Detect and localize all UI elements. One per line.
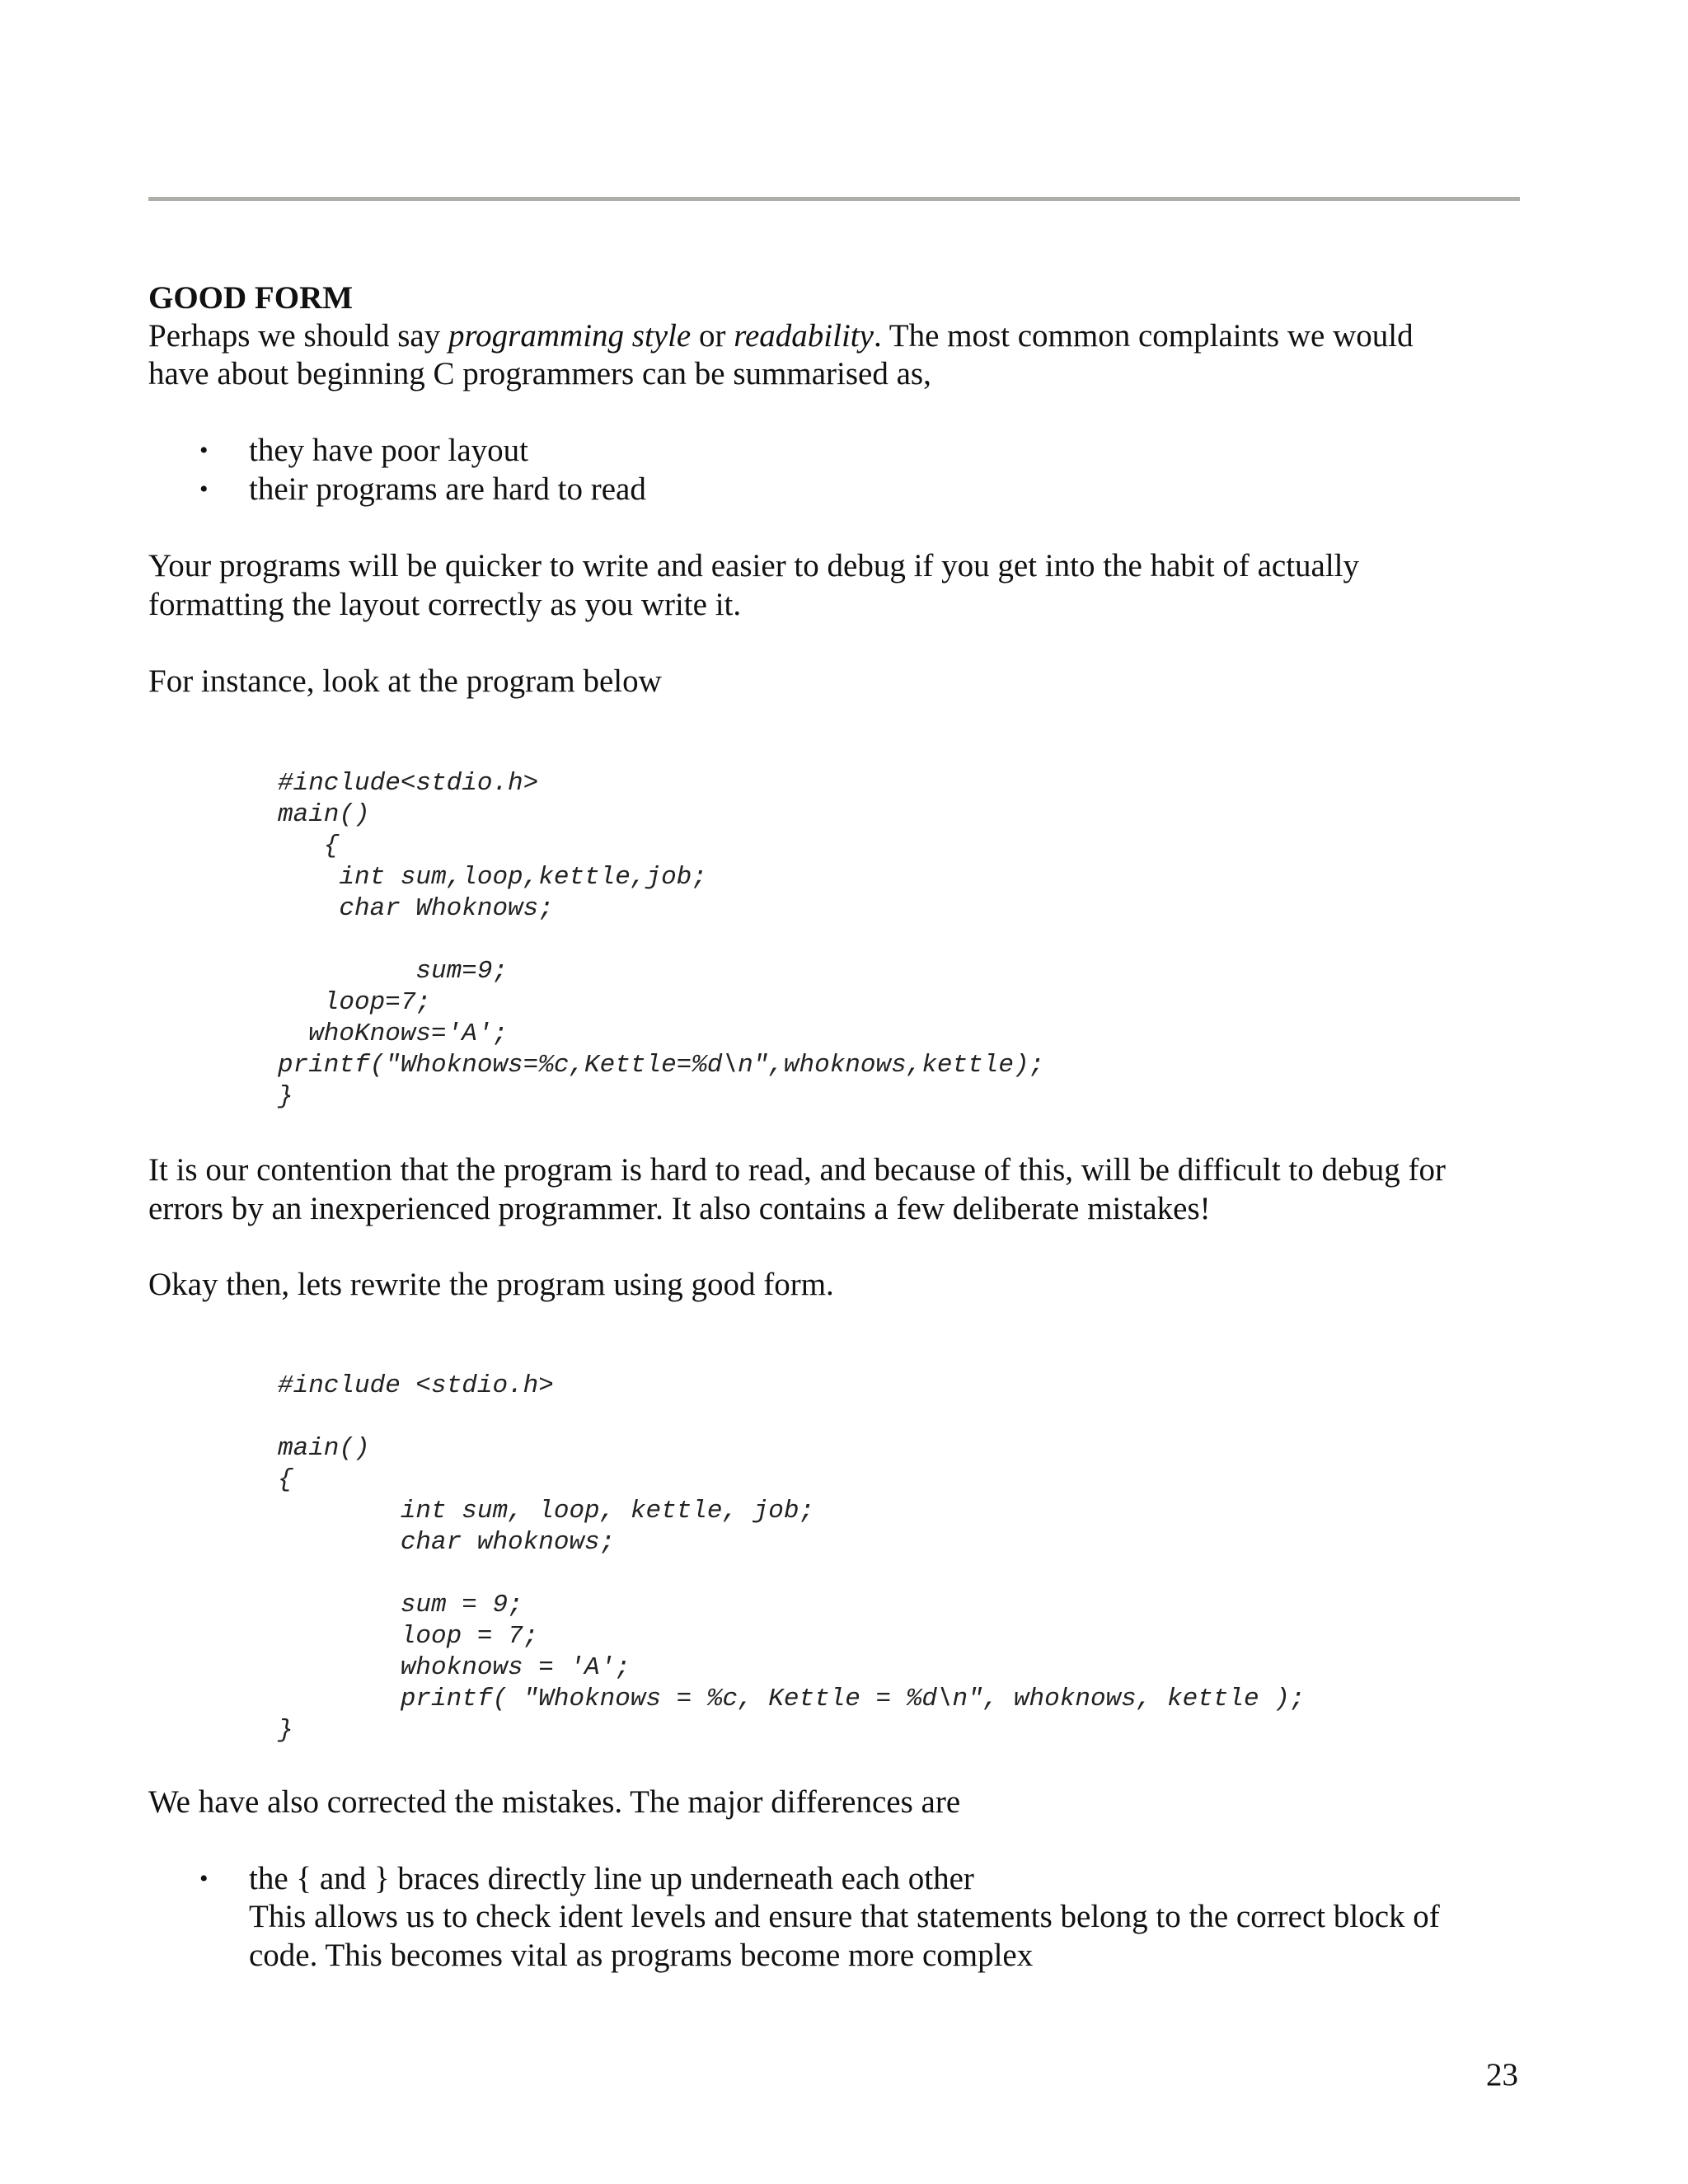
intro-line-2: have about beginning C programmers can be summarised as, [148, 356, 931, 391]
code-line: whoKnows='A'; [278, 1019, 509, 1048]
code-line: sum=9; [278, 957, 509, 986]
section-heading: GOOD FORM [148, 280, 354, 316]
bullet-icon: • [199, 1865, 209, 1892]
code-line: } [278, 1716, 293, 1745]
code-line: sum = 9; [278, 1591, 523, 1619]
code-line: printf( "Whoknows = %c, Kettle = %d\n", whoknows, kettle ); [278, 1685, 1306, 1713]
code-line: int sum,loop,kettle,job; [278, 863, 707, 892]
contention-line-2: errors by an inexperienced programmer. It also contains a few deliberate mistakes! [148, 1191, 1211, 1226]
code-line: } [278, 1082, 293, 1111]
code-line: loop=7; [278, 988, 432, 1017]
code-line: main() [278, 1434, 370, 1463]
code-line: #include <stdio.h> [278, 1371, 554, 1400]
instance-paragraph: For instance, look at the program below [148, 663, 662, 699]
code-line: printf("Whoknows=%c,Kettle=%d\n",whoknows,kettle); [278, 1051, 1045, 1080]
code-line: loop = 7; [278, 1622, 539, 1651]
code-line: { [278, 832, 340, 860]
code-line: main() [278, 800, 370, 829]
good-code-block [278, 1371, 1305, 1746]
habit-line-2: formatting the layout correctly as you write it. [148, 587, 742, 622]
code-line: #include<stdio.h> [278, 769, 539, 798]
code-line: int sum, loop, kettle, job; [278, 1497, 815, 1526]
bullet-icon: • [199, 437, 209, 464]
corrected-paragraph: We have also corrected the mistakes. The major differences are [148, 1784, 961, 1820]
rewrite-paragraph: Okay then, lets rewrite the program using good form. [148, 1267, 834, 1302]
contention-line-1: It is our contention that the program is hard to read, and because of this, will be difficult to debug for [148, 1152, 1447, 1188]
header-rule [148, 197, 1520, 201]
code-line: whoknows = 'A'; [278, 1653, 631, 1682]
code-line: char whoknows; [278, 1528, 616, 1557]
habit-line-1: Your programs will be quicker to write and easier to debug if you get into the habit of actually [148, 548, 1360, 583]
intro-line-1: Perhaps we should say programming style or readability. The most common complaints we would [148, 318, 1414, 354]
bullet-icon: • [199, 476, 209, 503]
page-number: 23 [1486, 2057, 1518, 2093]
code-line: { [278, 1465, 293, 1494]
code-line: char Whoknows; [278, 894, 554, 923]
bad-code-block [278, 768, 1044, 1113]
